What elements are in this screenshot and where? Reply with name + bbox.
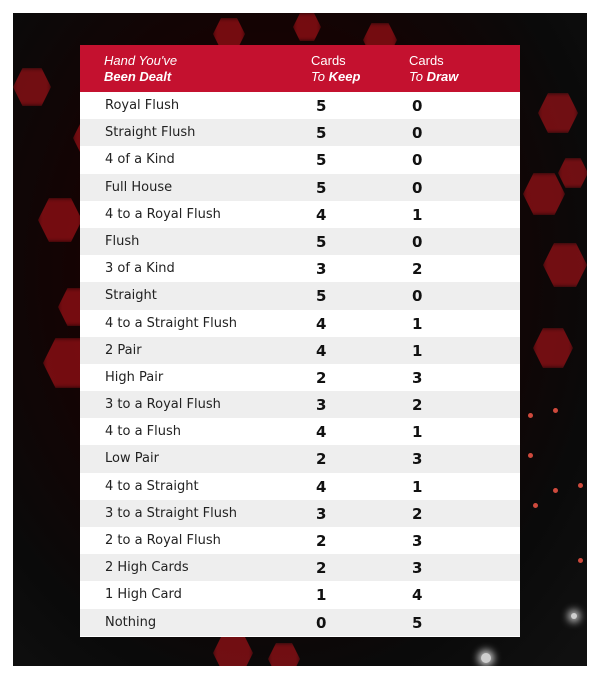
draw-cell: 2 xyxy=(412,504,423,523)
decorative-hexagon xyxy=(538,93,578,133)
hand-cell: 4 to a Straight Flush xyxy=(105,315,238,331)
keep-cell: 5 xyxy=(316,97,327,115)
hand-cell: 1 High Card xyxy=(105,587,182,603)
draw-cell: 0 xyxy=(412,232,423,251)
draw-cell: 3 xyxy=(412,532,423,550)
table-row xyxy=(80,255,520,282)
keep-cell: 4 xyxy=(316,314,327,333)
decorative-dot xyxy=(553,408,558,413)
background-frame xyxy=(13,13,587,666)
table-row xyxy=(80,364,520,391)
decorative-dot xyxy=(578,558,583,563)
table-row xyxy=(80,228,520,255)
hand-cell: 4 to a Flush xyxy=(105,424,182,440)
keep-cell: 3 xyxy=(316,504,327,523)
draw-cell: 0 xyxy=(412,97,423,115)
hand-cell: 3 to a Straight Flush xyxy=(105,505,238,521)
table-row xyxy=(80,92,520,119)
draw-cell: 3 xyxy=(412,559,423,578)
decorative-glow xyxy=(571,613,577,619)
hand-cell: 2 to a Royal Flush xyxy=(105,533,221,548)
decorative-dot xyxy=(553,488,558,493)
decorative-glow xyxy=(481,653,491,663)
hand-cell: High Pair xyxy=(105,369,164,385)
table-row xyxy=(80,146,520,173)
hand-cell: 2 Pair xyxy=(105,342,142,358)
keep-cell: 2 xyxy=(316,559,327,578)
table-row xyxy=(80,174,520,201)
draw-cell: 1 xyxy=(412,423,423,442)
header-hand-dealt xyxy=(104,53,177,85)
keep-cell: 0 xyxy=(316,613,327,632)
keep-cell: 4 xyxy=(316,423,327,442)
hand-cell: Low Pair xyxy=(105,451,159,467)
keep-cell: 1 xyxy=(316,586,327,605)
draw-cell: 1 xyxy=(412,205,423,224)
draw-cell: 1 xyxy=(412,477,423,496)
header-cards-draw xyxy=(409,53,458,85)
keep-cell: 4 xyxy=(316,477,327,496)
draw-cell: 4 xyxy=(412,586,423,605)
keep-cell: 4 xyxy=(316,341,327,360)
header-draw-line2 xyxy=(409,69,458,85)
table-row xyxy=(80,554,520,581)
decorative-hexagon xyxy=(543,243,587,287)
decorative-dot xyxy=(578,483,583,488)
keep-cell: 5 xyxy=(316,232,327,251)
decorative-hexagon xyxy=(558,158,587,188)
draw-cell: 3 xyxy=(412,368,423,387)
draw-cell: 0 xyxy=(412,124,423,143)
draw-cell: 3 xyxy=(412,450,423,469)
table-row xyxy=(80,282,520,309)
hand-cell: Flush xyxy=(105,233,140,249)
table-row xyxy=(80,500,520,527)
table-row xyxy=(80,473,520,500)
header-keep-line2 xyxy=(311,69,360,85)
table-header xyxy=(80,45,520,92)
decorative-hexagon xyxy=(523,173,565,215)
keep-cell: 3 xyxy=(316,260,327,279)
header-hand-line2: Been Dealt xyxy=(104,69,172,84)
hand-strategy-table xyxy=(80,45,520,637)
keep-cell: 2 xyxy=(316,450,327,469)
table-row xyxy=(80,527,520,554)
header-keep-prefix: To xyxy=(311,69,329,84)
keep-cell: 3 xyxy=(316,396,327,415)
keep-cell: 5 xyxy=(316,178,327,197)
header-draw-bold: Draw xyxy=(426,69,459,84)
draw-cell: 2 xyxy=(412,396,423,415)
table-row xyxy=(80,391,520,418)
keep-cell: 2 xyxy=(316,532,327,550)
hand-cell: Nothing xyxy=(105,614,157,630)
hand-cell: 2 High Cards xyxy=(105,560,189,576)
draw-cell: 2 xyxy=(412,260,423,279)
keep-cell: 5 xyxy=(316,287,327,306)
table-row xyxy=(80,418,520,445)
keep-cell: 2 xyxy=(316,368,327,387)
hand-cell: Straight xyxy=(105,288,157,304)
hand-cell: Royal Flush xyxy=(105,98,180,113)
table-row xyxy=(80,201,520,228)
decorative-dot xyxy=(533,503,538,508)
decorative-dot xyxy=(528,453,533,458)
header-draw-prefix: To xyxy=(409,69,427,84)
header-keep-line1: Cards xyxy=(311,53,346,68)
table-row xyxy=(80,581,520,608)
draw-cell: 5 xyxy=(412,613,423,632)
keep-cell: 4 xyxy=(316,205,327,224)
hand-cell: 3 to a Royal Flush xyxy=(105,397,221,413)
header-hand-line1: Hand You've xyxy=(104,53,178,68)
hand-cell: 4 to a Straight xyxy=(105,478,199,494)
decorative-dot xyxy=(528,413,533,418)
draw-cell: 0 xyxy=(412,287,423,306)
draw-cell: 0 xyxy=(412,151,423,170)
hand-cell: Straight Flush xyxy=(105,125,196,141)
hand-cell: 4 to a Royal Flush xyxy=(105,206,221,222)
decorative-hexagon xyxy=(293,13,321,41)
keep-cell: 5 xyxy=(316,124,327,143)
table-row xyxy=(80,337,520,364)
table-row xyxy=(80,445,520,472)
table-body xyxy=(80,92,520,636)
draw-cell: 1 xyxy=(412,341,423,360)
table-row xyxy=(80,609,520,636)
table-row xyxy=(80,310,520,337)
decorative-hexagon xyxy=(213,633,253,666)
decorative-hexagon xyxy=(38,198,82,242)
header-cards-keep xyxy=(311,53,360,85)
table-row xyxy=(80,119,520,146)
hand-cell: Full House xyxy=(105,179,173,195)
decorative-hexagon xyxy=(533,328,573,368)
header-keep-bold: Keep xyxy=(328,69,361,84)
decorative-hexagon xyxy=(13,68,51,106)
draw-cell: 1 xyxy=(412,314,423,333)
header-draw-line1: Cards xyxy=(409,53,444,68)
hand-cell: 4 of a Kind xyxy=(105,152,175,168)
keep-cell: 5 xyxy=(316,151,327,170)
decorative-hexagon xyxy=(268,643,300,666)
draw-cell: 0 xyxy=(412,178,423,197)
hand-cell: 3 of a Kind xyxy=(105,261,175,277)
